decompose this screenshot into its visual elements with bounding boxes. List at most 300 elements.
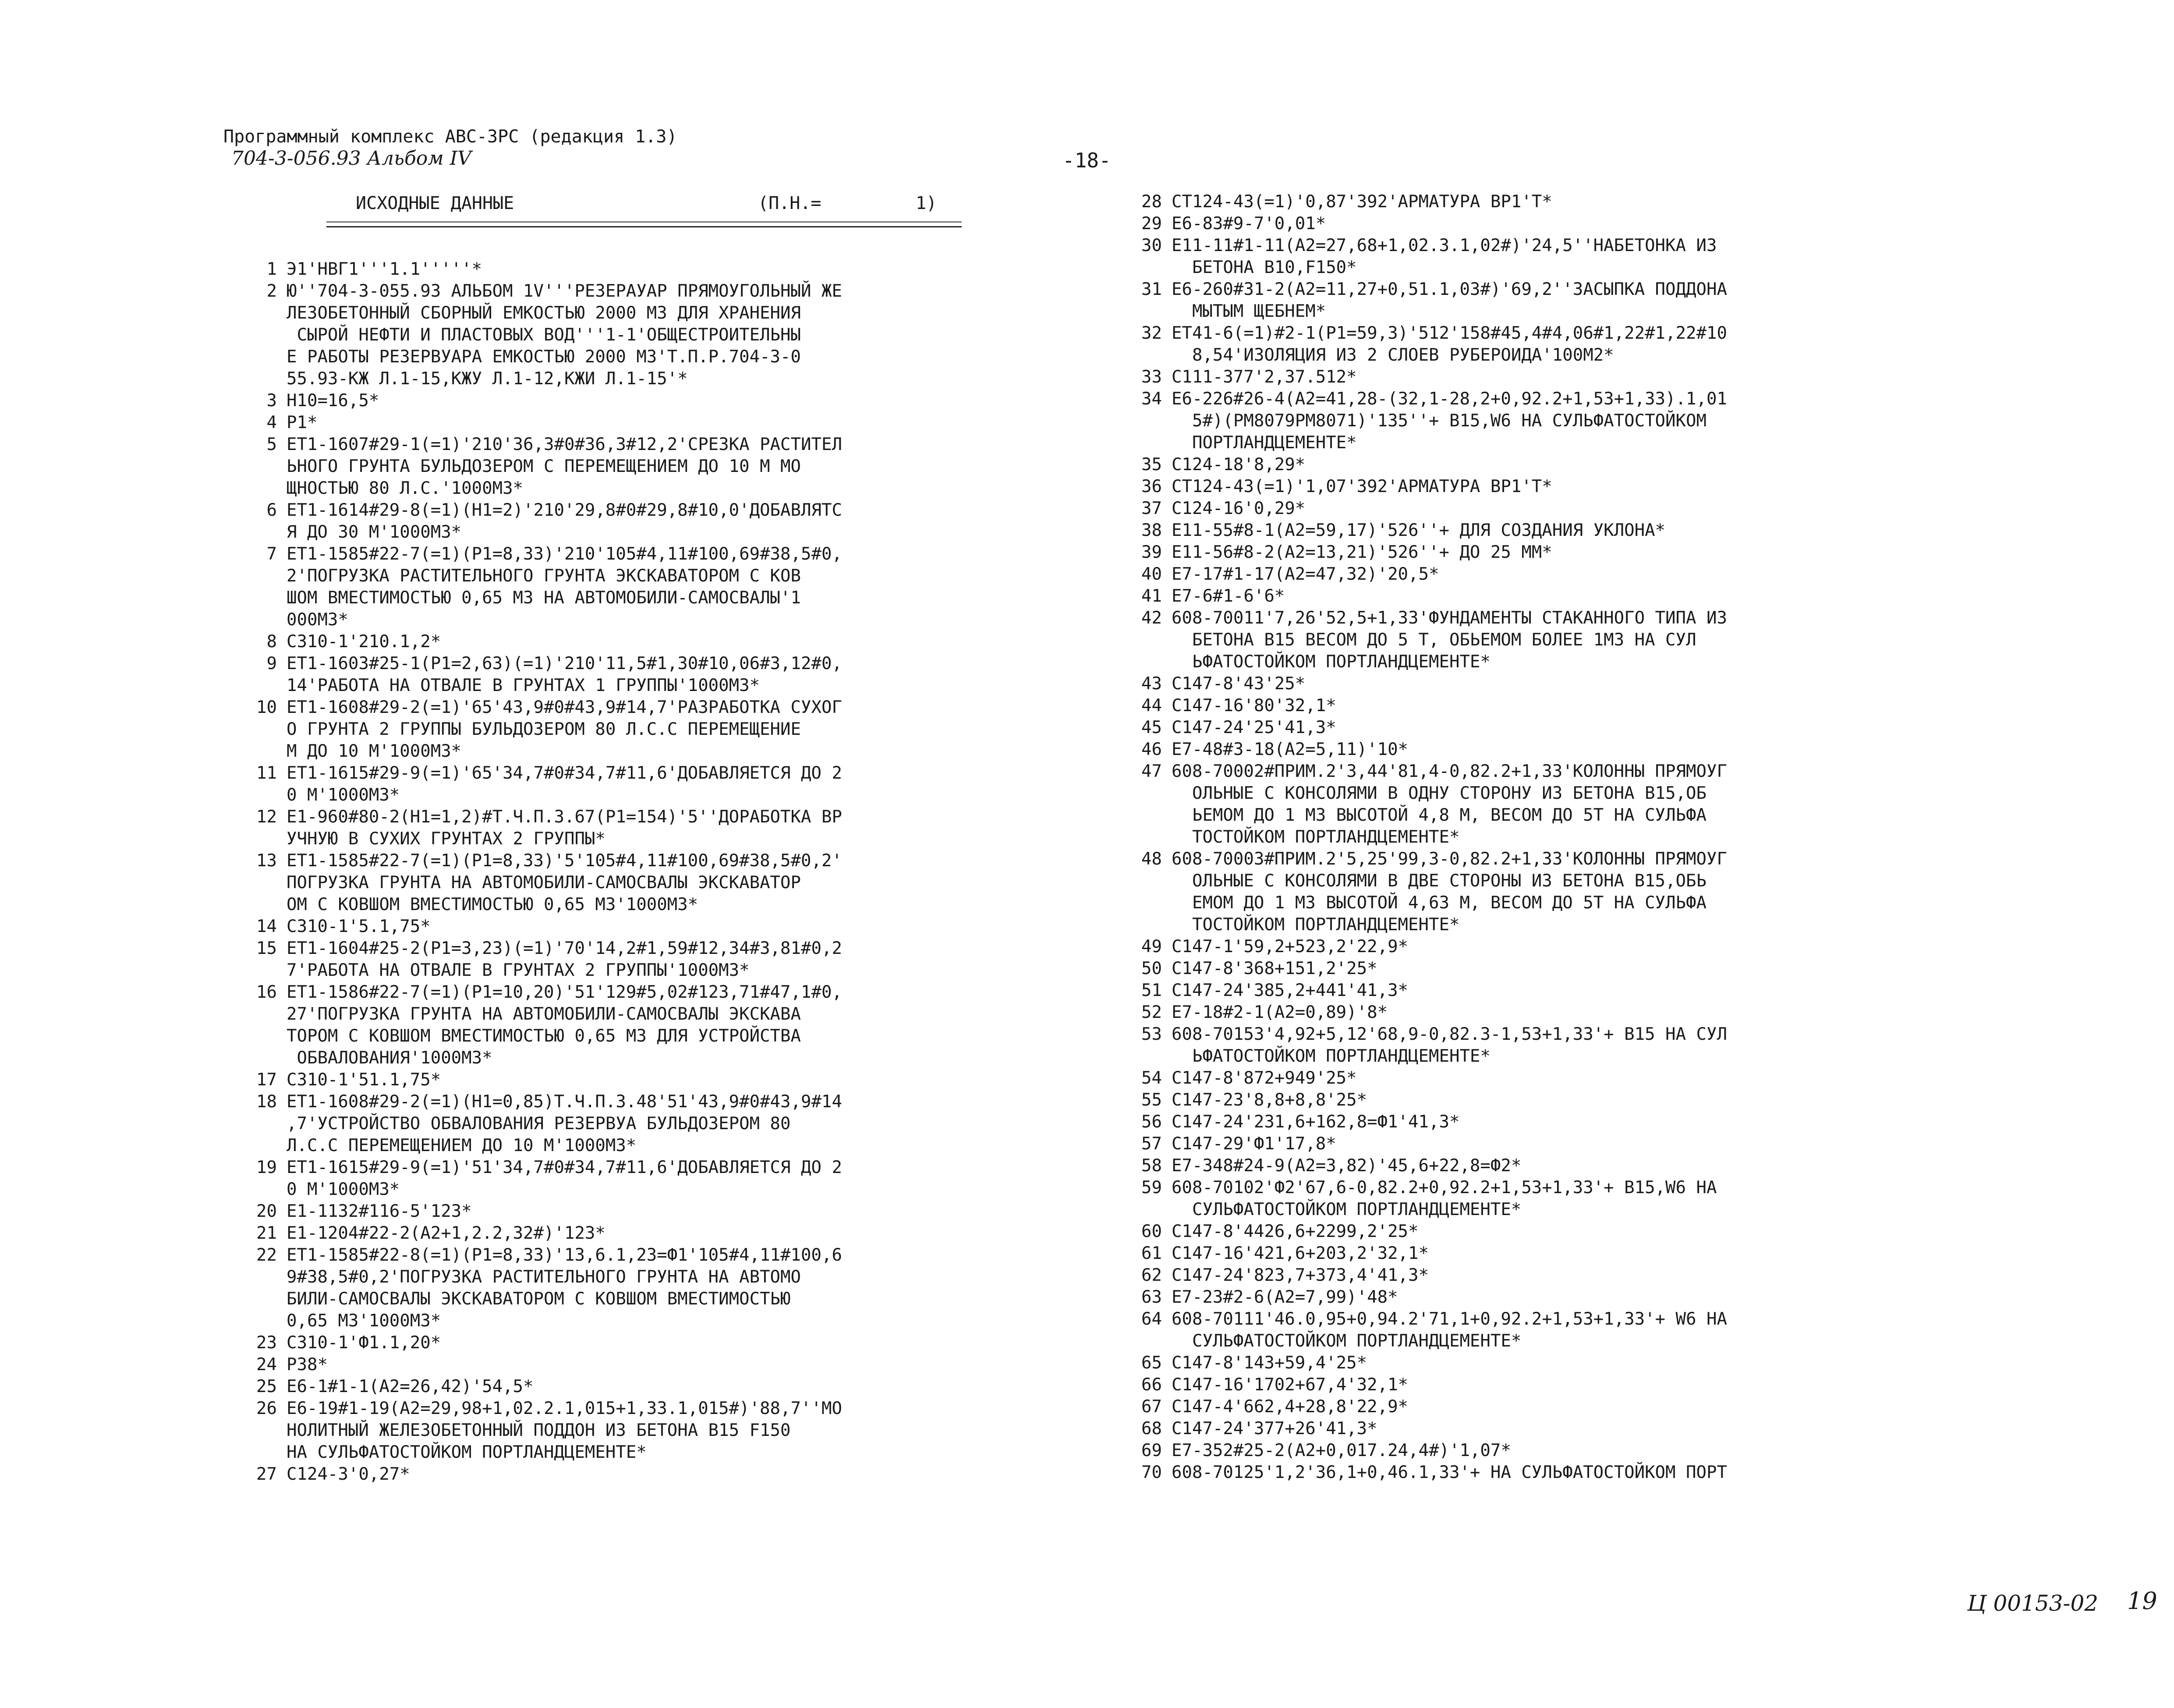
entry-text <box>287 1398 842 1463</box>
entry-number: 21 <box>256 1223 277 1243</box>
entry-line: 608-70111'46.0,95+0,94.2'71,1+0,92.2+1,53+1,33'+ W6 НА <box>1172 1309 1727 1329</box>
list-item <box>1113 1352 1937 1374</box>
list-item <box>1113 235 1937 279</box>
entry-text <box>1172 1440 1511 1462</box>
entry-number: 30 <box>1141 236 1162 255</box>
entry-number: 31 <box>1141 280 1162 299</box>
entry-number: 67 <box>1141 1397 1162 1417</box>
entry-line: 2'ПОГРУЗКА РАСТИТЕЛЬНОГО ГРУНТА ЭКСКАВАТОРОМ С КОВ <box>287 566 801 586</box>
entry-text <box>1172 848 1727 936</box>
entry-line: С147-24'25'41,3* <box>1172 718 1336 737</box>
entry-number: 66 <box>1141 1375 1162 1395</box>
entry-number: 7 <box>266 544 277 564</box>
entry-line: Л.С.С ПЕРЕМЕЩЕНИЕМ ДО 10 М'1000М3* <box>287 1136 637 1155</box>
entry-number: 4 <box>266 413 277 432</box>
entry-number: 61 <box>1141 1244 1162 1263</box>
entry-line: О ГРУНТА 2 ГРУППЫ БУЛЬДОЗЕРОМ 80 Л.С.С ПЕРЕМЕЩЕНИЕ <box>287 719 801 739</box>
entry-line: ОЛЬНЫЕ С КОНСОЛЯМИ В ДВЕ СТОРОНЫ ИЗ БЕТОНА В15,ОБЬ <box>1172 871 1707 891</box>
right-column <box>1113 191 1937 1484</box>
entry-line: Е6-260#31-2(А2=11,27+0,51.1,03#)'69,2''ЗАСЫПКА ПОДДОНА <box>1172 280 1727 299</box>
entry-text <box>1172 1243 1429 1265</box>
list-item <box>1113 322 1937 366</box>
list-item <box>1113 476 1937 498</box>
entry-line: С147-29'Ф1'17,8* <box>1172 1134 1336 1154</box>
list-item <box>1113 1002 1937 1024</box>
entry-number: 32 <box>1141 323 1162 343</box>
list-item <box>228 1201 1052 1223</box>
entry-line: С147-16'1702+67,4'32,1* <box>1172 1375 1409 1395</box>
album-reference: 704-3-056.93 Альбом IV <box>231 147 471 170</box>
entry-number: 49 <box>1141 937 1162 957</box>
entry-text <box>1172 936 1408 958</box>
entry-text <box>1172 1089 1367 1111</box>
entry-line: Е6-19#1-19(А2=29,98+1,02.2.1,015+1,33.1,015#)'88,7''МО <box>287 1399 842 1418</box>
entry-line: ТОРОМ С КОВШОМ ВМЕСТИМОСТЬЮ 0,65 М3 ДЛЯ УСТРОЙСТВА <box>287 1026 801 1046</box>
list-item <box>228 806 1052 850</box>
entry-line: ЕТ1-1586#22-7(=1)(Р1=10,20)'51'129#5,02#123,71#47,1#0, <box>287 982 842 1002</box>
list-item <box>228 1398 1052 1463</box>
entry-number: 16 <box>256 982 277 1002</box>
entry-text <box>287 412 317 434</box>
entry-text <box>1172 1286 1398 1308</box>
entry-line: СУЛЬФАТОСТОЙКОМ ПОРТЛАНДЦЕМЕНТЕ* <box>1172 1331 1522 1351</box>
entry-text <box>287 434 842 500</box>
list-item <box>228 412 1052 434</box>
entry-text <box>1172 980 1408 1002</box>
entry-text <box>1172 739 1408 761</box>
entry-line: УЧНУЮ В СУХИХ ГРУНТАХ 2 ГРУППЫ* <box>287 829 605 849</box>
pn-label: (П.Н.= <box>758 193 821 213</box>
list-item <box>1113 1243 1937 1265</box>
entry-text <box>1172 1221 1419 1243</box>
entry-text <box>1172 1067 1357 1089</box>
entry-line: ЕТ1-1607#29-1(=1)'210'36,3#0#36,3#12,2'СРЕЗКА РАСТИТЕЛ <box>287 435 842 454</box>
entry-line: ШОМ ВМЕСТИМОСТЬЮ 0,65 М3 НА АВТОМОБИЛИ-САМОСВАЛЫ'1 <box>287 588 801 608</box>
list-item <box>228 697 1052 762</box>
list-item <box>1113 1111 1937 1133</box>
list-item <box>1113 717 1937 739</box>
list-item <box>1113 958 1937 980</box>
list-item <box>1113 607 1937 673</box>
entry-text <box>287 259 482 280</box>
entry-line: 608-70153'4,92+5,12'68,9-0,82.3-1,53+1,33'+ В15 НА СУЛ <box>1172 1024 1727 1044</box>
entry-line: 0 М'1000М3* <box>287 785 400 805</box>
entry-line: ЬНОГО ГРУНТА БУЛЬДОЗЕРОМ С ПЕРЕМЕЩЕНИЕМ ДО 10 М МО <box>287 457 801 476</box>
entry-number: 3 <box>266 391 277 411</box>
list-item <box>228 631 1052 653</box>
pn-value: 1) <box>916 193 937 213</box>
entry-number: 34 <box>1141 389 1162 409</box>
entry-line: Е7-18#2-1(А2=0,89)'8* <box>1172 1003 1388 1022</box>
entry-number: 5 <box>266 435 277 454</box>
entry-text <box>287 850 842 916</box>
entry-number: 1 <box>266 259 277 279</box>
entry-number: 59 <box>1141 1178 1162 1198</box>
entry-text <box>287 1069 441 1091</box>
list-item <box>1113 936 1937 958</box>
entry-text <box>1172 717 1336 739</box>
entry-text <box>1172 607 1727 673</box>
entry-text <box>1172 563 1439 585</box>
entry-number: 51 <box>1141 981 1162 1000</box>
list-item <box>228 938 1052 982</box>
list-item <box>1113 388 1937 454</box>
entry-number: 10 <box>256 698 277 717</box>
entry-line: 608-70003#ПРИМ.2'5,25'99,3-0,82.2+1,33'КОЛОННЫ ПРЯМОУГ <box>1172 849 1727 869</box>
entry-line: Я ДО 30 М'1000М3* <box>287 522 462 542</box>
entry-line: ЕТ1-1585#22-8(=1)(Р1=8,33)'13,6.1,23=Ф1'105#4,11#100,6 <box>287 1245 842 1265</box>
entry-number: 45 <box>1141 718 1162 737</box>
entry-text <box>1172 279 1727 322</box>
list-item <box>228 1376 1052 1398</box>
entry-text <box>287 543 842 631</box>
entry-number: 17 <box>256 1070 277 1090</box>
entry-line: НА СУЛЬФАТОСТОЙКОМ ПОРТЛАНДЦЕМЕНТЕ* <box>287 1442 647 1462</box>
entry-text <box>1172 673 1305 695</box>
entry-text <box>1172 585 1285 607</box>
entry-text <box>287 1463 410 1485</box>
entry-line: ЕТ1-1603#25-1(Р1=2,63)(=1)'210'11,5#1,30#10,06#3,12#0, <box>287 654 842 673</box>
entry-line: БЕТОНА В15 ВЕСОМ ДО 5 Т, ОБЬЕМОМ БОЛЕЕ 1М3 НА СУЛ <box>1172 630 1696 650</box>
entry-text <box>1172 1002 1388 1024</box>
entry-line: С147-4'662,4+28,8'22,9* <box>1172 1397 1409 1417</box>
entry-line: 000М3* <box>287 610 348 630</box>
sheet-number: 19 <box>2127 1587 2157 1615</box>
entry-number: 33 <box>1141 367 1162 387</box>
entry-number: 40 <box>1141 564 1162 584</box>
entry-line: МЫТЫМ ЩЕБНЕМ* <box>1172 301 1326 321</box>
entry-number: 2 <box>266 281 277 301</box>
entry-number: 52 <box>1141 1003 1162 1022</box>
list-item <box>228 762 1052 806</box>
entry-text <box>1172 1374 1408 1396</box>
entry-text <box>1172 1133 1336 1155</box>
entry-number: 62 <box>1141 1265 1162 1285</box>
entry-line: Е1-1204#22-2(А2+1,2.2,32#)'123* <box>287 1223 605 1243</box>
document-code: Ц 00153-02 <box>1967 1591 2099 1616</box>
entry-number: 50 <box>1141 959 1162 978</box>
entry-text <box>1172 1155 1521 1177</box>
entry-text <box>1172 1024 1727 1067</box>
entry-line: ЕТ1-1604#25-2(Р1=3,23)(=1)'70'14,2#1,59#12,34#3,81#0,2 <box>287 939 842 958</box>
entry-line: Е РАБОТЫ РЕЗЕРВУАРА ЕМКОСТЬЮ 2000 М3'Т.П.Р.704-3-0 <box>287 347 801 367</box>
entry-line: Е11-56#8-2(А2=13,21)'526''+ ДО 25 ММ* <box>1172 542 1552 562</box>
entry-text <box>1172 1308 1727 1352</box>
entry-text <box>287 1157 842 1201</box>
entry-text <box>1172 520 1665 542</box>
list-item <box>228 1157 1052 1201</box>
entry-line: ОМ С КОВШОМ ВМЕСТИМОСТЬЮ 0,65 М3'1000М3* <box>287 895 698 914</box>
list-item <box>1113 695 1937 717</box>
list-item <box>1113 673 1937 695</box>
entry-line: Е7-348#24-9(А2=3,82)'45,6+22,8=Ф2* <box>1172 1156 1522 1176</box>
list-item <box>1113 585 1937 607</box>
entry-text <box>1172 476 1552 498</box>
list-item <box>228 982 1052 1069</box>
entry-number: 6 <box>266 500 277 520</box>
entry-line: С310-1'210.1,2* <box>287 632 441 652</box>
entry-number: 65 <box>1141 1353 1162 1373</box>
list-item <box>1113 980 1937 1002</box>
entry-text <box>287 1091 842 1157</box>
list-item <box>228 500 1052 543</box>
entry-line: ЕТ1-1585#22-7(=1)(Р1=8,33)'5'105#4,11#100,69#38,5#0,2' <box>287 851 842 871</box>
list-item <box>1113 1265 1937 1286</box>
list-item <box>1113 563 1937 585</box>
list-item <box>228 916 1052 938</box>
list-item <box>1113 498 1937 520</box>
entry-line: Е7-48#3-18(А2=5,11)'10* <box>1172 740 1409 759</box>
page-number: -18- <box>1062 149 1111 172</box>
entry-text <box>1172 1462 1727 1484</box>
list-item <box>1113 1440 1937 1462</box>
entry-line: Ю''704-3-055.93 АЛЬБОМ 1V'''РЕЗЕРАУАР ПРЯМОУГОЛЬНЫЙ ЖЕ <box>287 281 842 301</box>
entry-line: С147-24'385,2+441'41,3* <box>1172 981 1409 1000</box>
entry-number: 19 <box>256 1158 277 1177</box>
entry-line: С147-8'4426,6+2299,2'25* <box>1172 1222 1419 1241</box>
entry-line: ЕТ1-1585#22-7(=1)(Р1=8,33)'210'105#4,11#100,69#38,5#0, <box>287 544 842 564</box>
list-item <box>228 280 1052 390</box>
entry-line: С147-1'59,2+523,2'22,9* <box>1172 937 1409 957</box>
entry-number: 43 <box>1141 674 1162 694</box>
entry-line: БЕТОНА В10,F150* <box>1172 258 1357 277</box>
left-column <box>228 259 1052 1485</box>
entry-line: 8,54'ИЗОЛЯЦИЯ ИЗ 2 СЛОЕВ РУБЕРОИДА'100М2* <box>1172 345 1614 365</box>
entry-number: 54 <box>1141 1068 1162 1088</box>
entry-text <box>287 500 842 543</box>
entry-line: 608-70102'Ф2'67,6-0,82.2+0,92.2+1,53+1,33'+ В15,W6 НА <box>1172 1178 1717 1198</box>
entry-number: 28 <box>1141 192 1162 212</box>
entry-line: Р38* <box>287 1355 328 1375</box>
entry-number: 46 <box>1141 740 1162 759</box>
entry-line: ЕТ1-1614#29-8(=1)(Н1=2)'210'29,8#0#29,8#10,0'ДОБАВЛЯТС <box>287 500 842 520</box>
entry-line: ЕТ1-1608#29-2(=1)'65'43,9#0#43,9#14,7'РАЗРАБОТКА СУХОГ <box>287 698 842 717</box>
entry-number: 53 <box>1141 1024 1162 1044</box>
list-item <box>1113 848 1937 936</box>
entry-text <box>287 631 441 653</box>
list-item <box>1113 1024 1937 1067</box>
entry-line: ПОГРУЗКА ГРУНТА НА АВТОМОБИЛИ-САМОСВАЛЫ ЭКСКАВАТОР <box>287 873 801 893</box>
list-item <box>1113 1396 1937 1418</box>
entry-line: СТ124-43(=1)'0,87'392'АРМАТУРА ВР1'Т* <box>1172 192 1552 212</box>
entry-number: 8 <box>266 632 277 652</box>
entry-line: Е1-960#80-2(Н1=1,2)#Т.Ч.П.3.67(Р1=154)'5''ДОРАБОТКА ВР <box>287 807 842 827</box>
entry-number: 64 <box>1141 1309 1162 1329</box>
header-separator <box>326 221 962 227</box>
entry-number: 18 <box>256 1092 277 1112</box>
entry-line: ЕМОМ ДО 1 М3 ВЫСОТОЙ 4,63 М, ВЕСОМ ДО 5Т НА СУЛЬФА <box>1172 893 1707 913</box>
list-item <box>228 1463 1052 1485</box>
entry-number: 27 <box>256 1464 277 1484</box>
entry-line: ЬЕМОМ ДО 1 М3 ВЫСОТОЙ 4,8 М, ВЕСОМ ДО 5Т НА СУЛЬФА <box>1172 805 1707 825</box>
entry-number: 60 <box>1141 1222 1162 1241</box>
entry-text <box>287 1376 534 1398</box>
entry-line: НОЛИТНЫЙ ЖЕЛЕЗОБЕТОННЫЙ ПОДДОН ИЗ БЕТОНА В15 F150 <box>287 1421 791 1440</box>
list-item <box>1113 739 1937 761</box>
list-item <box>1113 1155 1937 1177</box>
entry-number: 70 <box>1141 1463 1162 1482</box>
program-header: Программный комплекс АВС-3РС (редакция 1.3) <box>223 127 677 147</box>
entry-number: 20 <box>256 1201 277 1221</box>
entry-number: 14 <box>256 917 277 936</box>
list-item <box>228 1244 1052 1332</box>
list-item <box>228 850 1052 916</box>
list-item <box>1113 542 1937 563</box>
entry-text <box>287 1354 328 1376</box>
list-item <box>1113 1221 1937 1243</box>
entry-text <box>1172 366 1357 388</box>
entry-line: С310-1'Ф1.1,20* <box>287 1333 441 1353</box>
list-item <box>228 543 1052 631</box>
entry-line: ЛЕЗОБЕТОННЫЙ СБОРНЫЙ ЕМКОСТЬЮ 2000 М3 ДЛЯ ХРАНЕНИЯ <box>287 303 801 323</box>
entry-number: 39 <box>1141 542 1162 562</box>
entry-text <box>287 806 842 850</box>
list-item <box>1113 454 1937 476</box>
entry-number: 29 <box>1141 214 1162 234</box>
list-item <box>1113 761 1937 848</box>
entry-line: БИЛИ-САМОСВАЛЫ ЭКСКАВАТОРОМ С КОВШОМ ВМЕСТИМОСТЬЮ <box>287 1289 791 1309</box>
entry-line: С147-23'8,8+8,8'25* <box>1172 1090 1367 1110</box>
entry-text <box>1172 1418 1377 1440</box>
entry-line: С124-3'0,27* <box>287 1464 410 1484</box>
entry-line: Е6-226#26-4(А2=41,28-(32,1-28,2+0,92.2+1,53+1,33).1,01 <box>1172 389 1727 409</box>
entry-line: ЕТ1-1615#29-9(=1)'51'34,7#0#34,7#11,6'ДОБАВЛЯЕТСЯ ДО 2 <box>287 1158 842 1177</box>
entry-line: С147-16'80'32,1* <box>1172 696 1336 716</box>
entry-text <box>287 653 842 697</box>
entry-number: 48 <box>1141 849 1162 869</box>
entry-number: 23 <box>256 1333 277 1353</box>
entry-number: 13 <box>256 851 277 871</box>
entry-line: С147-24'377+26'41,3* <box>1172 1419 1377 1439</box>
entry-number: 47 <box>1141 762 1162 781</box>
entry-line: 0 М'1000М3* <box>287 1180 400 1199</box>
entry-line: СТ124-43(=1)'1,07'392'АРМАТУРА ВР1'Т* <box>1172 477 1552 496</box>
entry-number: 58 <box>1141 1156 1162 1176</box>
list-item <box>228 1223 1052 1244</box>
entry-text <box>287 390 379 412</box>
entry-number: 15 <box>256 939 277 958</box>
entry-number: 69 <box>1141 1441 1162 1460</box>
entry-line: С124-18'8,29* <box>1172 455 1306 475</box>
list-item <box>1113 1089 1937 1111</box>
entry-number: 55 <box>1141 1090 1162 1110</box>
list-item <box>1113 1286 1937 1308</box>
list-item <box>1113 1462 1937 1484</box>
entry-number: 37 <box>1141 499 1162 518</box>
entry-line: Е7-17#1-17(А2=47,32)'20,5* <box>1172 564 1439 584</box>
entry-line: Е1-1132#116-5'123* <box>287 1201 472 1221</box>
entry-text <box>1172 1352 1367 1374</box>
list-item <box>1113 1177 1937 1221</box>
entry-line: ЩНОСТЬЮ 80 Л.С.'1000М3* <box>287 478 524 498</box>
list-item <box>228 1091 1052 1157</box>
entry-line: ЕТ1-1615#29-9(=1)'65'34,7#0#34,7#11,6'ДОБАВЛЯЕТСЯ ДО 2 <box>287 763 842 783</box>
entry-line: С147-8'872+949'25* <box>1172 1068 1357 1088</box>
entry-number: 56 <box>1141 1112 1162 1132</box>
entry-line: ПОРТЛАНДЦЕМЕНТЕ* <box>1172 433 1357 453</box>
entry-number: 57 <box>1141 1134 1162 1154</box>
entry-number: 68 <box>1141 1419 1162 1439</box>
entry-line: 0,65 М3'1000М3* <box>287 1311 441 1331</box>
entry-text <box>287 1201 472 1223</box>
entry-text <box>1172 213 1326 235</box>
entry-line: ОЛЬНЫЕ С КОНСОЛЯМИ В ОДНУ СТОРОНУ ИЗ БЕТОНА В15,ОБ <box>1172 783 1707 803</box>
entry-line: С310-1'51.1,75* <box>287 1070 441 1090</box>
entry-line: СЫРОЙ НЕФТИ И ПЛАСТОВЫХ ВОД'''1-1'ОБЩЕСТРОИТЕЛЬНЫ <box>287 325 801 345</box>
entry-number: 24 <box>256 1355 277 1375</box>
entry-line: Э1'НВГ1'''1.1'''''* <box>287 259 482 279</box>
entry-number: 12 <box>256 807 277 827</box>
entry-line: ТОСТОЙКОМ ПОРТЛАНДЦЕМЕНТЕ* <box>1172 915 1460 935</box>
entry-line: ЬФАТОСТОЙКОМ ПОРТЛАНДЦЕМЕНТЕ* <box>1172 1046 1491 1066</box>
list-item <box>228 1332 1052 1354</box>
entry-line: С310-1'5.1,75* <box>287 917 431 936</box>
list-item <box>1113 1374 1937 1396</box>
entry-line: ЬФАТОСТОЙКОМ ПОРТЛАНДЦЕМЕНТЕ* <box>1172 652 1491 672</box>
entry-text <box>287 1223 605 1244</box>
entry-text <box>1172 542 1552 563</box>
entry-line: С147-8'143+59,4'25* <box>1172 1353 1367 1373</box>
entry-text <box>1172 1111 1459 1133</box>
entry-number: 26 <box>256 1399 277 1418</box>
list-item <box>228 390 1052 412</box>
entry-line: 55.93-КЖ Л.1-15,КЖУ Л.1-12,КЖИ Л.1-15'* <box>287 369 688 389</box>
entry-line: Р1* <box>287 413 318 432</box>
list-item <box>1113 279 1937 322</box>
entry-line: 27'ПОГРУЗКА ГРУНТА НА АВТОМОБИЛИ-САМОСВАЛЫ ЭКСКАВА <box>287 1004 801 1024</box>
list-item <box>1113 1308 1937 1352</box>
entry-line: С124-16'0,29* <box>1172 499 1306 518</box>
entry-text <box>1172 761 1727 848</box>
entry-number: 35 <box>1141 455 1162 475</box>
entry-text <box>287 938 842 982</box>
entry-text <box>1172 322 1727 366</box>
entry-number: 22 <box>256 1245 277 1265</box>
entry-line: С147-16'421,6+203,2'32,1* <box>1172 1244 1429 1263</box>
entry-line: 608-70002#ПРИМ.2'3,44'81,4-0,82.2+1,33'КОЛОННЫ ПРЯМОУГ <box>1172 762 1727 781</box>
list-item <box>1113 1133 1937 1155</box>
list-item <box>228 259 1052 280</box>
entry-line: С147-8'368+151,2'25* <box>1172 959 1377 978</box>
entry-number: 41 <box>1141 586 1162 606</box>
entry-line: С147-24'823,7+373,4'41,3* <box>1172 1265 1429 1285</box>
entry-line: Е7-6#1-6'6* <box>1172 586 1285 606</box>
entry-line: ТОСТОЙКОМ ПОРТЛАНДЦЕМЕНТЕ* <box>1172 827 1460 847</box>
entry-line: ,7'УСТРОЙСТВО ОБВАЛОВАНИЯ РЕЗЕРВУА БУЛЬДОЗЕРОМ 80 <box>287 1114 791 1134</box>
entry-text <box>1172 1177 1717 1221</box>
list-item <box>228 653 1052 697</box>
entry-number: 42 <box>1141 608 1162 628</box>
entry-number: 38 <box>1141 521 1162 540</box>
entry-number: 11 <box>256 763 277 783</box>
entry-number: 36 <box>1141 477 1162 496</box>
entry-number: 44 <box>1141 696 1162 716</box>
list-item <box>228 434 1052 500</box>
entry-line: 608-70125'1,2'36,1+0,46.1,33'+ НА СУЛЬФАТОСТОЙКОМ ПОРТ <box>1172 1463 1727 1482</box>
list-item <box>1113 1418 1937 1440</box>
entry-text <box>287 762 842 806</box>
entry-line: М ДО 10 М'1000М3* <box>287 741 462 761</box>
entry-line: ОБВАЛОВАНИЯ'1000М3* <box>287 1048 492 1068</box>
entry-line: 5#)(РМ8079РМ8071)'135''+ В15,W6 НА СУЛЬФАТОСТОЙКОМ <box>1172 411 1707 431</box>
entry-line: СУЛЬФАТОСТОЙКОМ ПОРТЛАНДЦЕМЕНТЕ* <box>1172 1200 1522 1219</box>
list-item <box>1113 520 1937 542</box>
entry-text <box>1172 498 1305 520</box>
entry-text <box>287 280 842 390</box>
list-item <box>1113 1067 1937 1089</box>
entry-number: 63 <box>1141 1287 1162 1307</box>
entry-line: Е6-83#9-7'0,01* <box>1172 214 1326 234</box>
